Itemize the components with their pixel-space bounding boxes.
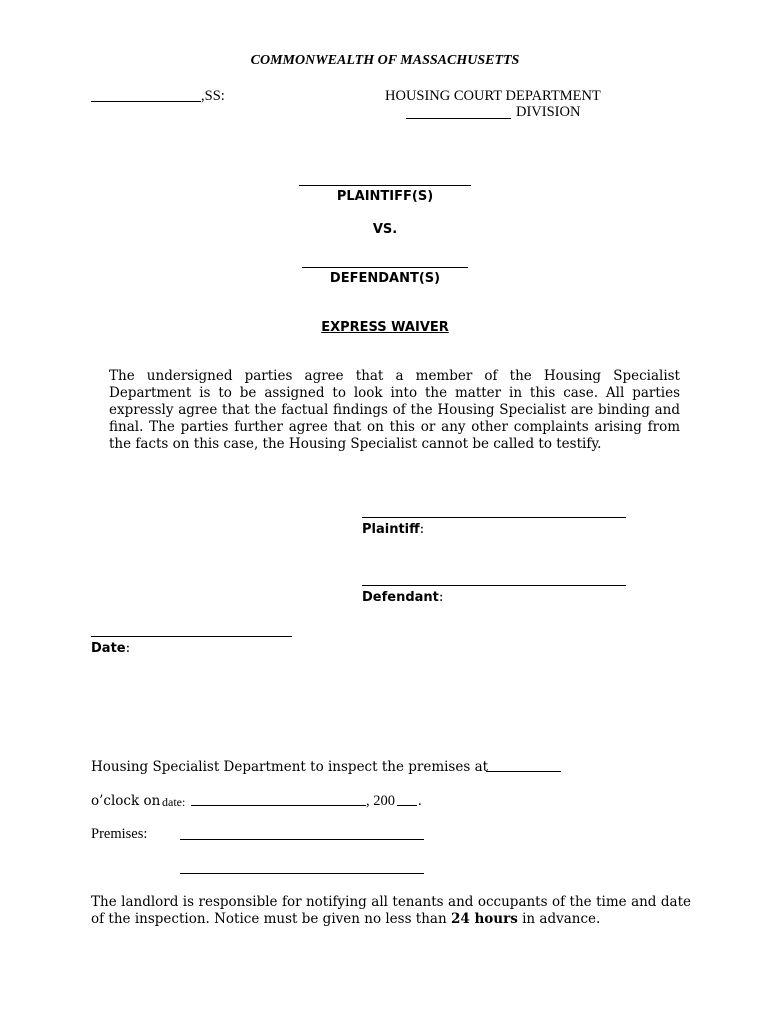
year-prefix: , 200 xyxy=(366,793,395,809)
agreement-text: The undersigned parties agree that a member of the Housing Specialist Department is to be assigned to look into the matter in this case. All parties expressly agree that the factual findings of the Housing Specialist are binding and final. The parties further agree that on this or any other complaints arising from the facts on this case, the Housing Specialist cannot be called to testify. xyxy=(109,368,680,452)
date-small-label: date: xyxy=(162,795,186,809)
document-heading: COMMONWEALTH OF MASSACHUSETTS xyxy=(250,53,520,68)
defendant-colon: : xyxy=(438,589,444,605)
premises-label: Premises: xyxy=(91,826,148,842)
premises-line-2[interactable] xyxy=(180,873,424,874)
oclock-label: o’clock on xyxy=(91,793,161,809)
date-signature-line[interactable] xyxy=(91,636,292,637)
premises-line-1[interactable] xyxy=(180,839,424,840)
notice-hours: 24 hours xyxy=(450,911,518,927)
year-suffix-line[interactable] xyxy=(397,805,417,806)
inspection-date-line[interactable] xyxy=(191,805,366,806)
notice-text-after: in advance. xyxy=(517,911,601,927)
date-colon: : xyxy=(125,640,131,656)
defendant-label-text: Defendant xyxy=(362,590,439,605)
versus-label: VS. xyxy=(372,222,398,237)
defendant-signature-label xyxy=(362,589,443,605)
defendants-label: DEFENDANT(S) xyxy=(329,271,441,286)
plaintiff-signature-label xyxy=(362,521,424,537)
year-period: . xyxy=(418,793,422,809)
defendant-name-line[interactable] xyxy=(302,267,468,268)
notice-text xyxy=(91,894,691,928)
date-label-text: Date xyxy=(91,641,126,656)
division-label: DIVISION xyxy=(516,104,581,120)
plaintiff-colon: : xyxy=(419,521,425,537)
express-waiver-title: EXPRESS WAIVER xyxy=(321,320,449,335)
court-department-label: HOUSING COURT DEPARTMENT xyxy=(385,88,601,104)
plaintiff-signature-line[interactable] xyxy=(362,517,626,518)
plaintiff-name-line[interactable] xyxy=(299,185,471,186)
plaintiffs-label: PLAINTIFF(S) xyxy=(336,189,434,204)
ss-label: ,SS: xyxy=(201,88,225,104)
division-blank-line[interactable] xyxy=(406,118,511,119)
agreement-paragraph xyxy=(91,368,680,453)
date-signature-label xyxy=(91,640,130,656)
plaintiff-label-text: Plaintiff xyxy=(362,522,420,537)
notice-paragraph xyxy=(91,894,691,928)
county-blank-line[interactable] xyxy=(91,101,201,102)
inspection-line-text: Housing Specialist Department to inspect the premises at xyxy=(91,759,489,775)
notice-text-before: The landlord is responsible for notifying all tenants and occupants of the time and date of the inspection. Notice must be given no less than xyxy=(91,894,691,927)
inspection-time-line[interactable] xyxy=(486,771,561,772)
defendant-signature-line[interactable] xyxy=(362,585,626,586)
